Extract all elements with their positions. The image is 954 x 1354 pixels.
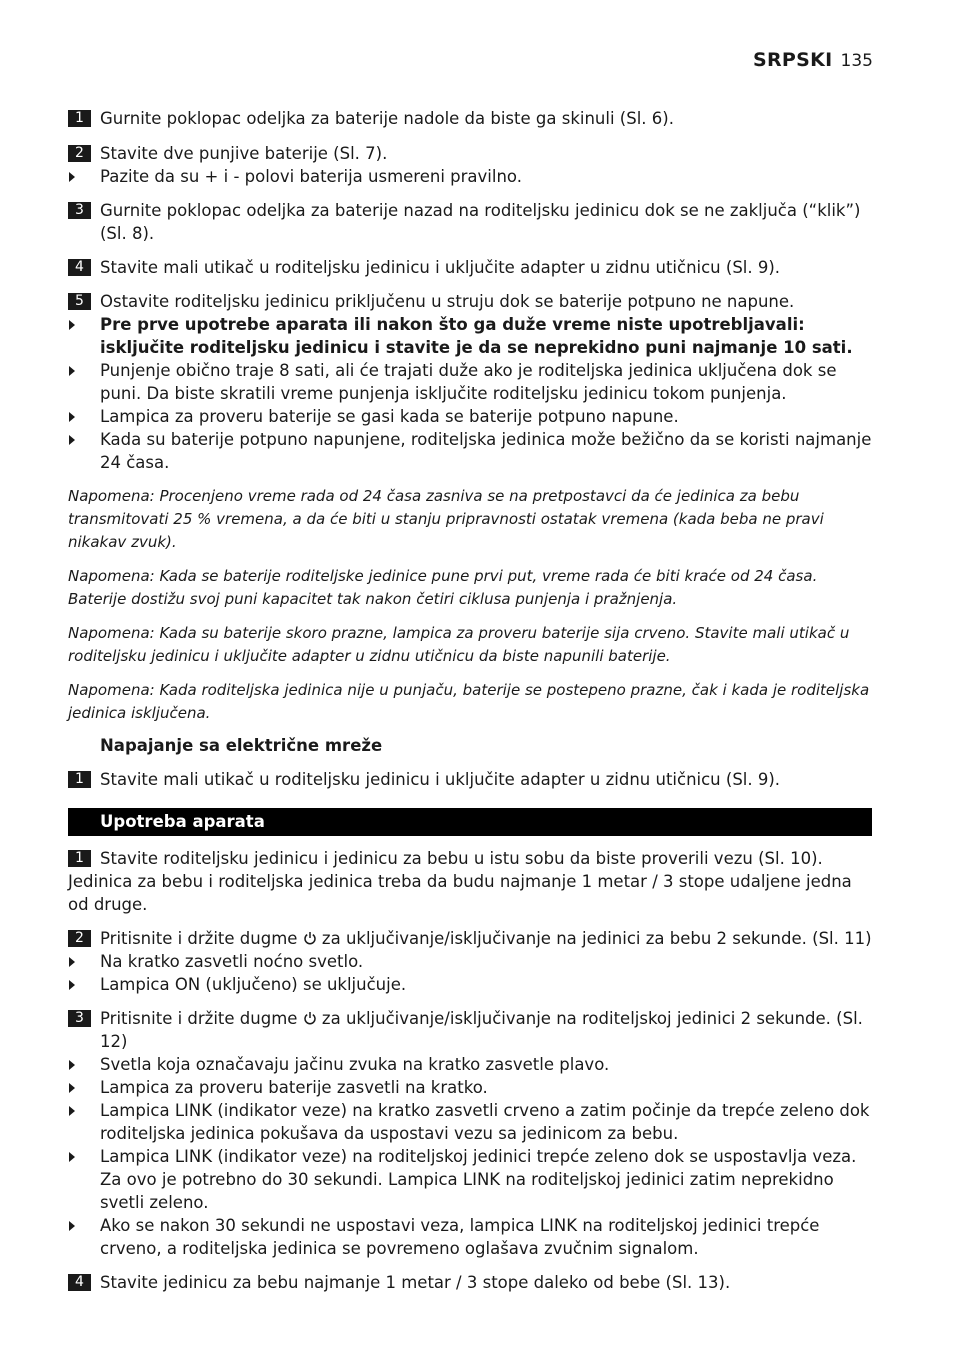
bullet-triangle-icon — [69, 172, 75, 182]
step-text: Ostavite roditeljsku jedinicu priključenu u struju dok se baterije potpuno ne napune. — [100, 292, 795, 311]
step-2-usage — [68, 927, 872, 950]
note-paragraph: Napomena: Kada roditeljska jedinica nije u punjaču, baterije se postepeno prazne, čak i kada je roditeljska jedinica isključena. — [68, 681, 870, 722]
page-number: 135 — [840, 51, 873, 71]
step-number: 1 — [68, 850, 91, 867]
note-paragraph: Napomena: Procenjeno vreme rada od 24 časa zasniva se na pretpostavci da će jedinica za bebu transmitovati 25 % vremena, a da će biti u stanju pripravnosti ostatak vremena (kada beba ne pravi nikakav zvuk). — [68, 487, 824, 551]
step-4-usage — [68, 1271, 872, 1294]
step-text: Gurnite poklopac odeljka za baterije nadole da biste ga skinuli (Sl. 6). — [100, 109, 674, 128]
step-text: Stavite roditeljsku jedinicu i jedinicu za bebu u istu sobu da biste proverili vezu (Sl. 10). — [100, 849, 823, 868]
step-5 — [68, 290, 872, 313]
step-number: 1 — [68, 110, 91, 127]
bullet-text: Lampica ON (uključeno) se uključuje. — [100, 975, 407, 994]
bullet-triangle-icon — [69, 1060, 75, 1070]
bullet-triangle-icon — [69, 1152, 75, 1162]
bullet-triangle-icon — [69, 980, 75, 990]
step-3-usage — [68, 1007, 872, 1053]
step-4 — [68, 256, 872, 279]
step-text: Stavite dve punjive baterije (Sl. 7). — [100, 144, 388, 163]
bullet-item — [68, 1053, 872, 1076]
bullet-item — [68, 359, 872, 405]
step-number: 4 — [68, 259, 91, 276]
bullet-item — [68, 1145, 872, 1214]
bullet-item — [68, 428, 872, 474]
step-text: Stavite mali utikač u roditeljsku jedinicu i uključite adapter u zidnu utičnicu (Sl. 9). — [100, 258, 781, 277]
bullet-item — [68, 1099, 872, 1145]
bullet-item — [68, 1076, 872, 1099]
manual-content — [68, 107, 872, 1294]
bullet-item — [68, 973, 872, 996]
bullet-item — [68, 1214, 872, 1260]
step-number: 5 — [68, 293, 91, 310]
bullet-triangle-icon — [69, 366, 75, 376]
bullet-triangle-icon — [69, 412, 75, 422]
power-icon — [303, 1011, 317, 1025]
step-number: 2 — [68, 145, 91, 162]
bullet-triangle-icon — [69, 320, 75, 330]
bullet-text: Kada su baterije potpuno napunjene, roditeljska jedinica može bežično da se koristi najmanje 24 časa. — [100, 430, 872, 472]
bullet-text: Lampica za proveru baterije zasvetli na kratko. — [100, 1078, 488, 1097]
bullet-item — [68, 165, 872, 188]
note-paragraph: Napomena: Kada su baterije skoro prazne, lampica za proveru baterije sija crveno. Stavite mali utikač u roditeljsku jedinicu i uključite adapter u zidnu utičnicu da biste napunili baterije. — [68, 624, 850, 665]
step-text-after: za uključivanje/isključivanje na roditeljskoj jedinici 2 sekunde. (Sl. 12) — [100, 1009, 863, 1051]
step-number: 3 — [68, 202, 91, 219]
bullet-item — [68, 950, 872, 973]
bullet-text: Ako se nakon 30 sekundi ne uspostavi veza, lampica LINK na roditeljskoj jedinici trepće crveno, a roditeljska jedinica se povremeno oglašava zvučnim signalom. — [100, 1216, 820, 1258]
subsection-heading: Napajanje sa električne mreže — [100, 736, 383, 755]
step-1 — [68, 107, 872, 130]
step-description: Jedinica za bebu i roditeljska jedinica treba da budu najmanje 1 metar / 3 stope udaljene jedna od druge. — [68, 872, 852, 914]
bullet-triangle-icon — [69, 1106, 75, 1116]
bullet-triangle-icon — [69, 1083, 75, 1093]
bullet-triangle-icon — [69, 1221, 75, 1231]
step-number: 3 — [68, 1010, 91, 1027]
step-text-before: Pritisnite i držite dugme — [100, 929, 298, 948]
step-3 — [68, 199, 872, 245]
bullet-text: Na kratko zasvetli noćno svetlo. — [100, 952, 364, 971]
step-number: 2 — [68, 930, 91, 947]
step-text-before: Pritisnite i držite dugme — [100, 1009, 298, 1028]
page-header — [753, 49, 873, 73]
bullet-item — [68, 405, 872, 428]
bullet-text: Pre prve upotrebe aparata ili nakon što ga duže vreme niste upotrebljavali: isključite roditeljsku jedinicu i stavite je da se neprekidno puni najmanje 10 sati. — [100, 315, 853, 357]
step-text: Gurnite poklopac odeljka za baterije nazad na roditeljsku jedinicu dok se ne zaključa (“klik”) (Sl. 8). — [100, 201, 861, 243]
language-label: SRPSKI — [753, 49, 833, 71]
step-1-usage — [68, 847, 872, 870]
bullet-triangle-icon — [69, 435, 75, 445]
step-2 — [68, 142, 872, 165]
step-text-after: za uključivanje/isključivanje na jedinici za bebu 2 sekunde. (Sl. 11) — [321, 929, 872, 948]
bullet-text: Punjenje obično traje 8 sati, ali će trajati duže ako je roditeljska jedinica uključena dok se puni. Da biste skratili vreme punjenja isključite roditeljsku jedinicu tokom punjenja. — [100, 361, 837, 403]
bullet-text: Lampica LINK (indikator veze) na roditeljskoj jedinici trepće zeleno dok se uspostavlja veza. Za ovo je potrebno do 30 sekundi. Lampica LINK na roditeljskoj jedinici zatim neprekidno svetli zeleno. — [100, 1147, 857, 1212]
note-paragraph: Napomena: Kada se baterije roditeljske jedinice pune prvi put, vreme rada će biti kraće od 24 časa. Baterije dostižu svoj puni kapacitet tak nakon četiri ciklusa punjenja i pražnjenja. — [68, 567, 818, 608]
bullet-text: Lampica LINK (indikator veze) na kratko zasvetli crveno a zatim počinje da trepće zeleno dok roditeljska jedinica pokušava da uspostavi vezu sa jedinicom za bebu. — [100, 1101, 870, 1143]
step-1-mains — [68, 768, 872, 791]
bullet-text: Pazite da su + i - polovi baterija usmereni pravilno. — [100, 167, 522, 186]
step-text: Stavite jedinicu za bebu najmanje 1 metar / 3 stope daleko od bebe (Sl. 13). — [100, 1273, 731, 1292]
step-number: 4 — [68, 1274, 91, 1291]
section-heading-bar: Upotreba aparata — [68, 808, 872, 836]
step-text: Stavite mali utikač u roditeljsku jedinicu i uključite adapter u zidnu utičnicu (Sl. 9). — [100, 770, 781, 789]
bullet-text: Svetla koja označavaju jačinu zvuka na kratko zasvetle plavo. — [100, 1055, 610, 1074]
power-icon — [303, 931, 317, 945]
bullet-triangle-icon — [69, 957, 75, 967]
step-number: 1 — [68, 771, 91, 788]
bullet-item-warning — [68, 313, 872, 359]
bullet-text: Lampica za proveru baterije se gasi kada se baterije potpuno napune. — [100, 407, 679, 426]
